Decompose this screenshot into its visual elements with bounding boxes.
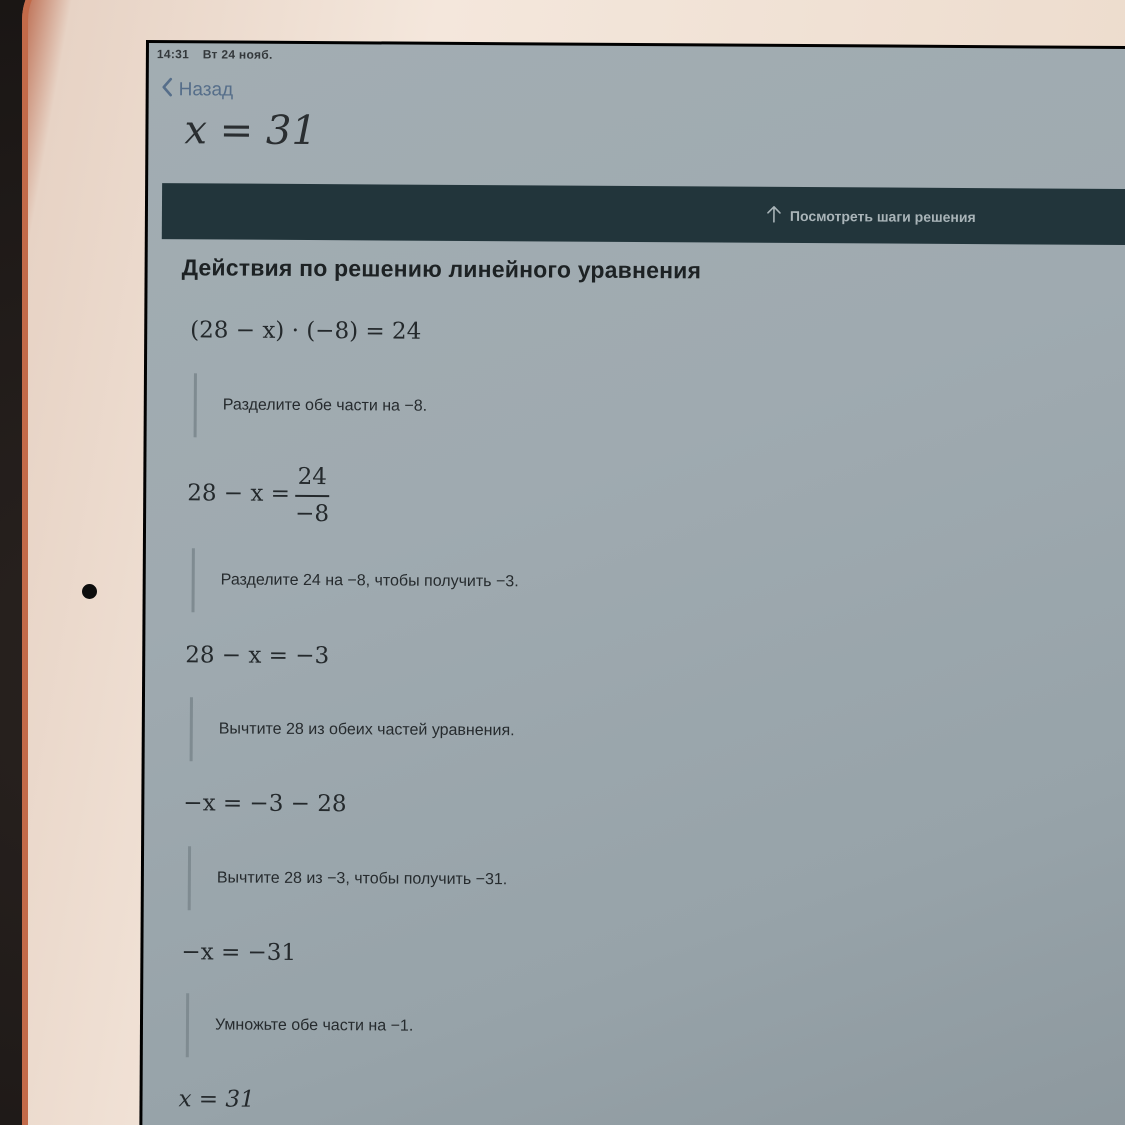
arrow-up-icon [766,205,782,226]
step3-equation: 28 − x = −3 [185,642,330,670]
fraction-bar [295,495,329,497]
step2-denominator: −8 [295,500,330,528]
status-date: Вт 24 нояб. [202,47,273,62]
step-note-2: Разделите 24 на −8, чтобы получить −3. [192,548,519,614]
show-steps-button[interactable] [766,205,976,227]
chevron-left-icon [161,77,173,103]
status-time: 14:31 [156,47,190,62]
final-equation: x = 31 [178,1086,255,1113]
step2-lhs: 28 − x = [187,480,291,507]
step2-numerator: 24 [297,463,328,491]
front-camera [82,584,97,599]
back-button[interactable] [161,77,234,103]
step-note-5: Умножьте обе части на −1. [186,993,414,1058]
back-label: Назад [178,79,234,101]
section-title: Действия по решению линейного уравнения [181,254,702,284]
step-note-3: Вычтите 28 из обеих частей уравнения. [190,697,515,763]
step5-equation: −x = −31 [181,939,297,966]
app-display [142,43,1125,1125]
solution-toolbar [162,183,1125,245]
step-note-4: Вычтите 28 из −3, чтобы получить −31. [188,846,508,912]
step-note-1: Разделите обе части на −8. [194,373,428,438]
tablet-screen [139,40,1125,1125]
step4-equation: −x = −3 − 28 [183,790,347,818]
show-steps-label: Посмотреть шаги решения [789,207,976,225]
original-equation: (28 − x) · (−8) = 24 [190,317,422,345]
status-bar [157,47,283,62]
result-equation: x = 31 [184,107,317,155]
